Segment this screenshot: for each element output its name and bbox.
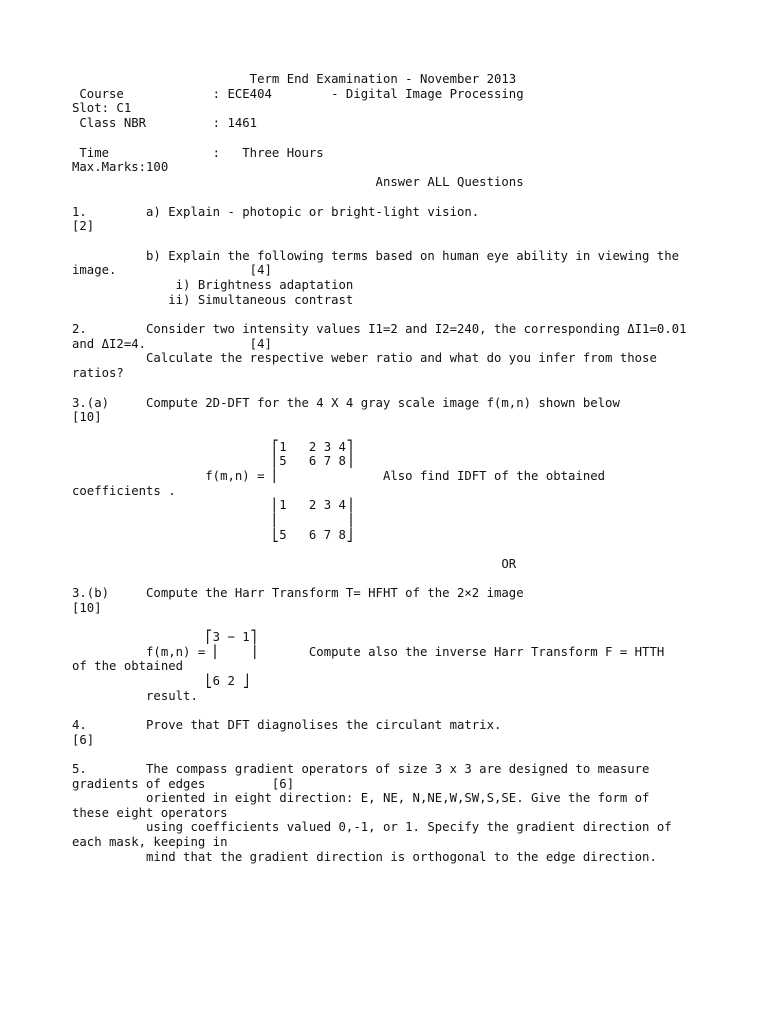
question-1b-item-ii: ii) Simultaneous contrast bbox=[72, 293, 354, 307]
class-nbr-line: Class NBR : 1461 bbox=[72, 116, 258, 130]
question-1b-item-i: i) Brightness adaptation bbox=[72, 278, 354, 292]
or-separator: OR bbox=[72, 557, 517, 571]
question-5-line-2: gradients of edges [6] bbox=[72, 777, 295, 791]
time-line: Time : Three Hours bbox=[72, 146, 324, 160]
matrix-row: ⎡1 2 3 4⎤ bbox=[72, 440, 354, 454]
question-3a: 3.(a) Compute 2D-DFT for the 4 X 4 gray scale image f(m,n) shown below bbox=[72, 396, 620, 410]
question-1b-cont: image. [4] bbox=[72, 263, 272, 277]
question-3b: 3.(b) Compute the Harr Transform T= HFHT of the 2×2 image bbox=[72, 586, 524, 600]
question-3b-marks: [10] bbox=[72, 601, 102, 615]
question-5-line-7: mind that the gradient direction is orthogonal to the edge direction. bbox=[72, 850, 657, 864]
question-3a-marks: [10] bbox=[72, 410, 102, 424]
matrix-row: ⎢1 2 3 4⎥ bbox=[72, 498, 354, 512]
course-line: Course : ECE404 - Digital Image Processing bbox=[72, 87, 524, 101]
matrix-row: ⎣5 6 7 8⎦ bbox=[72, 528, 354, 542]
matrix-row: ⎢ ⎥ bbox=[72, 513, 354, 527]
instructions-line: Answer ALL Questions bbox=[72, 175, 524, 189]
question-1b: b) Explain the following terms based on human eye ability in viewing the bbox=[72, 249, 680, 263]
matrix-row: ⎣6 2 ⎦ bbox=[72, 674, 250, 688]
question-5: 5. The compass gradient operators of size 3 x 3 are designed to measure bbox=[72, 762, 650, 776]
question-2-line-4: ratios? bbox=[72, 366, 124, 380]
question-4-marks: [6] bbox=[72, 733, 95, 747]
question-2: 2. Consider two intensity values I1=2 and I2=240, the corresponding ΔI1=0.01 bbox=[72, 322, 687, 336]
question-5-line-4: these eight operators bbox=[72, 806, 228, 820]
matrix-row: ⎡3 − 1⎤ bbox=[72, 630, 258, 644]
question-2-line-3: Calculate the respective weber ratio and what do you infer from those bbox=[72, 351, 657, 365]
question-3b-cont: of the obtained bbox=[72, 659, 184, 673]
question-2-cont: and ΔI2=4. [4] bbox=[72, 337, 272, 351]
question-5-line-5: using coefficients valued 0,-1, or 1. Specify the gradient direction of bbox=[72, 820, 672, 834]
matrix-row: f(m,n) = ⎢ ⎥ Compute also the inverse Harr Transform F = HTTH bbox=[72, 645, 665, 659]
matrix-row: f(m,n) = ⎢ Also find IDFT of the obtained bbox=[72, 469, 606, 483]
question-5-line-3: oriented in eight direction: E, NE, N,NE,W,SW,S,SE. Give the form of bbox=[72, 791, 650, 805]
matrix-row: ⎢5 6 7 8⎥ bbox=[72, 454, 354, 468]
question-3b-line-5: result. bbox=[72, 689, 198, 703]
max-marks-line: Max.Marks:100 bbox=[72, 160, 169, 174]
question-1a-marks: [2] bbox=[72, 219, 95, 233]
question-5-line-6: each mask, keeping in bbox=[72, 835, 228, 849]
question-1a: 1. a) Explain - photopic or bright-light vision. bbox=[72, 205, 480, 219]
exam-title: Term End Examination - November 2013 bbox=[72, 72, 517, 86]
question-3a-cont: coefficients . bbox=[72, 484, 176, 498]
slot-line: Slot: C1 bbox=[72, 101, 132, 115]
question-4: 4. Prove that DFT diagnolises the circulant matrix. bbox=[72, 718, 502, 732]
